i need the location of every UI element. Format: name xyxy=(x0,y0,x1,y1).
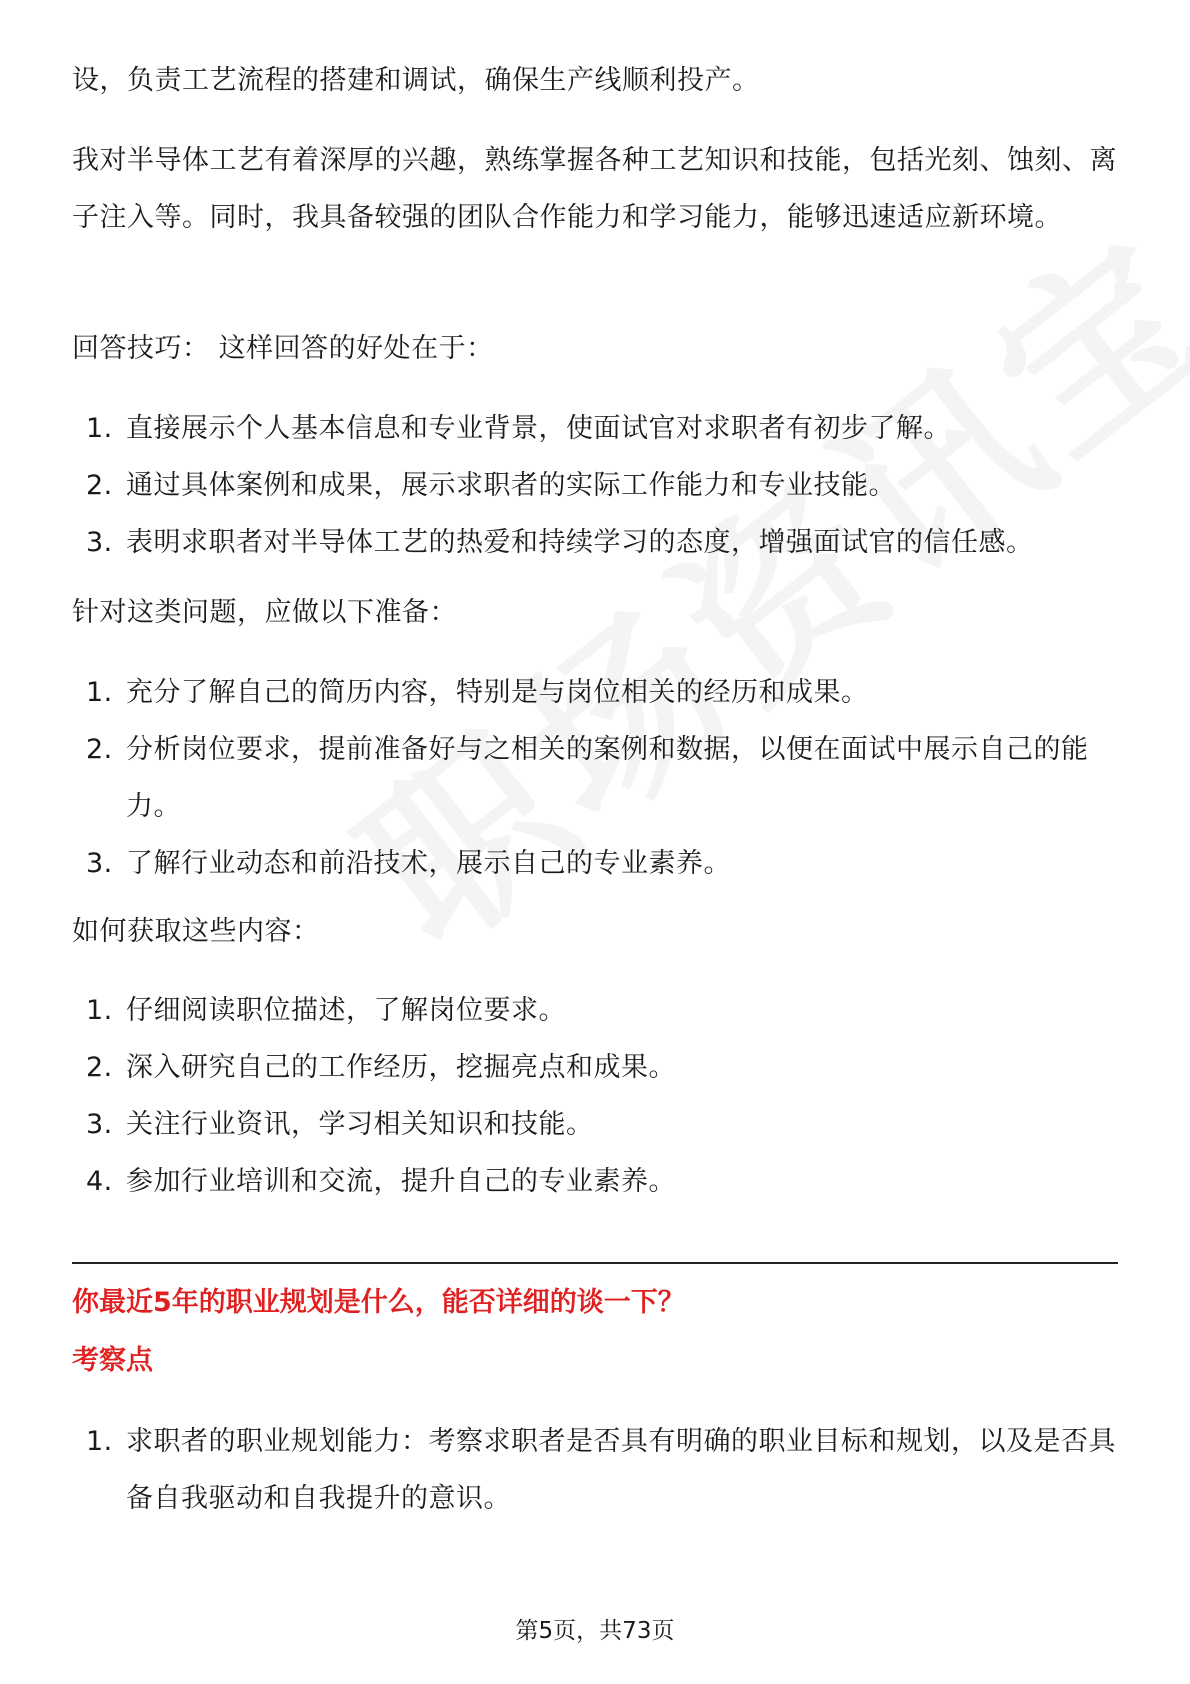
prep-list xyxy=(72,664,1118,892)
list-text: 充分了解自己的简历内容，特别是与岗位相关的经历和成果。 xyxy=(126,677,869,708)
list-text: 分析岗位要求，提前准备好与之相关的案例和数据，以便在面试中展示自己的能力。 xyxy=(126,734,1089,822)
list-item xyxy=(72,1096,1118,1153)
list-text: 仔细阅读职位描述，了解岗位要求。 xyxy=(126,995,566,1026)
list-item xyxy=(72,400,1118,457)
list-item xyxy=(72,1039,1118,1096)
list-number: 3. xyxy=(86,848,113,879)
list-item xyxy=(72,1413,1118,1527)
focus-list xyxy=(72,1413,1118,1527)
list-text: 通过具体案例和成果，展示求职者的实际工作能力和专业技能。 xyxy=(126,470,896,501)
section-divider xyxy=(72,1262,1118,1264)
list-number: 3. xyxy=(86,1109,113,1140)
list-number: 2. xyxy=(86,1052,113,1083)
list-item xyxy=(72,835,1118,892)
list-text: 了解行业动态和前沿技术，展示自己的专业素养。 xyxy=(126,848,731,879)
list-item xyxy=(72,457,1118,514)
prep-intro: 针对这类问题，应做以下准备： xyxy=(72,597,457,628)
list-item xyxy=(72,721,1118,835)
list-item xyxy=(72,1153,1118,1210)
list-number: 4. xyxy=(86,1166,113,1197)
obtain-list xyxy=(72,982,1118,1210)
obtain-intro: 如何获取这些内容： xyxy=(72,916,320,947)
tips-intro: 回答技巧： 这样回答的好处在于： xyxy=(72,333,494,364)
list-item xyxy=(72,514,1118,571)
list-number: 1. xyxy=(86,995,113,1026)
list-text: 表明求职者对半导体工艺的热爱和持续学习的态度，增强面试官的信任感。 xyxy=(126,527,1034,558)
list-item xyxy=(72,982,1118,1039)
list-number: 3. xyxy=(86,527,113,558)
list-number: 2. xyxy=(86,470,113,501)
list-text: 关注行业资讯，学习相关知识和技能。 xyxy=(126,1109,594,1140)
focus-heading: 考察点 xyxy=(72,1345,153,1376)
list-number: 1. xyxy=(86,413,113,444)
question-heading: 你最近5年的职业规划是什么，能否详细的谈一下？ xyxy=(72,1287,685,1318)
list-number: 2. xyxy=(86,734,113,765)
list-text: 参加行业培训和交流，提升自己的专业素养。 xyxy=(126,1166,676,1197)
list-item xyxy=(72,664,1118,721)
tips-list xyxy=(72,400,1118,571)
list-number: 1. xyxy=(86,677,113,708)
page-footer: 第5页，共73页 xyxy=(515,1618,675,1644)
list-text: 直接展示个人基本信息和专业背景，使面试官对求职者有初步了解。 xyxy=(126,413,951,444)
list-number: 1. xyxy=(86,1426,113,1457)
intro-tail-paragraph: 设，负责工艺流程的搭建和调试，确保生产线顺利投产。 xyxy=(72,65,760,96)
list-text: 求职者的职业规划能力：考察求职者是否具有明确的职业目标和规划，以及是否具备自我驱动和自我提升的意识。 xyxy=(126,1426,1116,1514)
list-text: 深入研究自己的工作经历，挖掘亮点和成果。 xyxy=(126,1052,676,1083)
interest-paragraph: 我对半导体工艺有着深厚的兴趣，熟练掌握各种工艺知识和技能，包括光刻、蚀刻、离子注入等。同时，我具备较强的团队合作能力和学习能力，能够迅速适应新环境。 xyxy=(72,145,1117,233)
